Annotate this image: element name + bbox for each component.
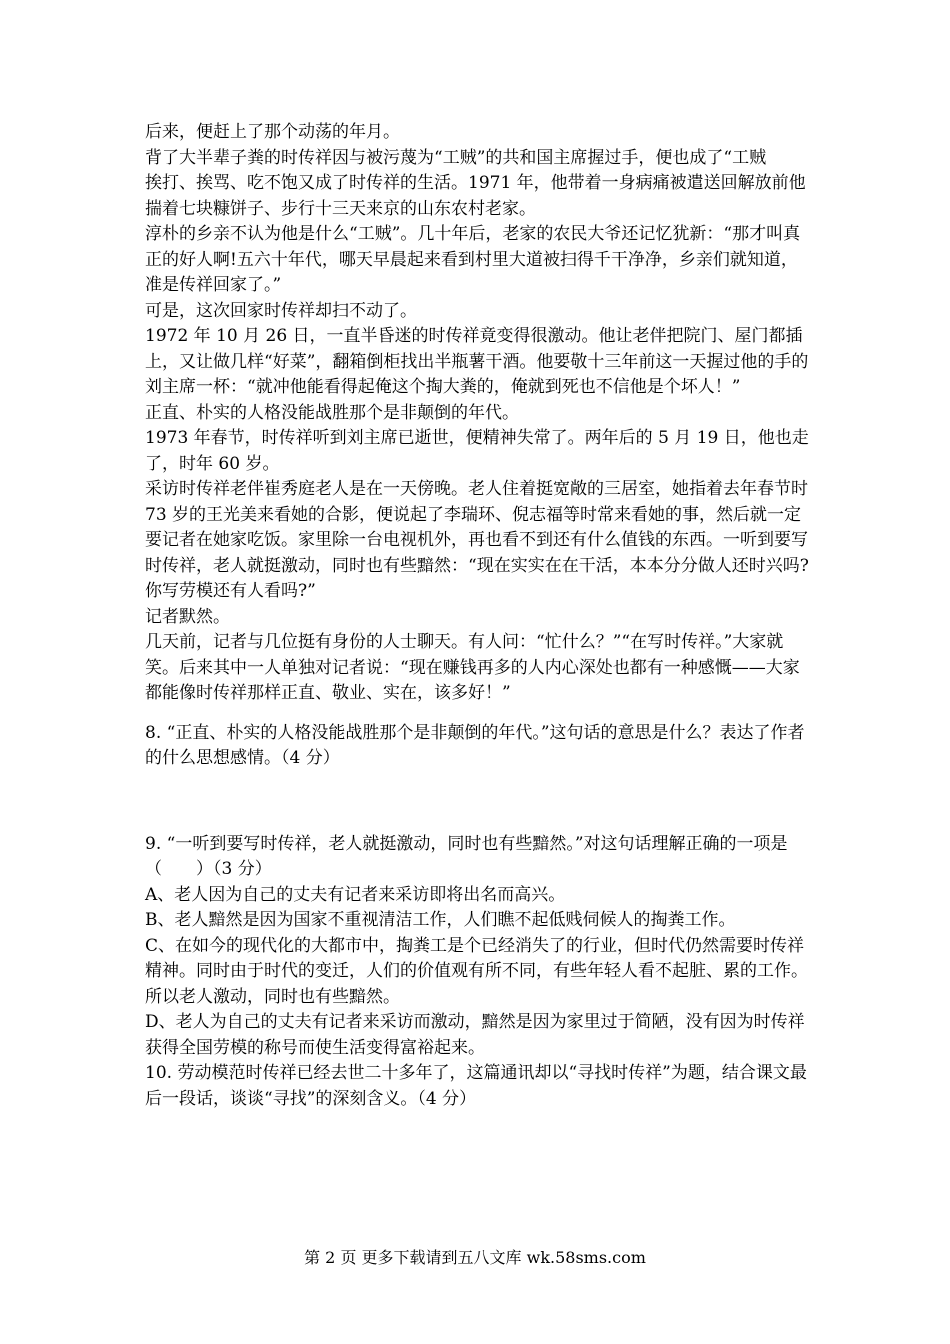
question-9-option-c: C、在如今的现代化的大都市中，掏粪工是个已经消失了的行业，但时代仍然需要时传祥精神。同时由于时代的变迁，人们的价值观有所不同，有些年轻人看不起脏、累的工作。所以老人激动，同时也有些黯然。: [145, 935, 808, 1007]
spacer: [145, 707, 810, 721]
passage-paragraph: 采访时传祥老伴崔秀庭老人是在一天傍晚。老人住着挺宽敞的三居室，她指着去年春节时 73 岁的王光美来看她的合影，便说起了李瑞环、倪志福等时常来看她的事，然后就一定要记者在她家吃饭。家里除一台电视机外，再也看不到还有什么值钱的东西。一听到要写时传祥，老人就挺激动，同时也有些黯然：“现在实实在在干活，本本分分做人还时兴吗?你写劳模还有人看吗?”: [145, 479, 809, 601]
passage-paragraph: 淳朴的乡亲不认为他是什么“工贼”。几十年后，老家的农民大爷还记忆犹新：“那才叫真正的好人啊!五六十年代，哪天早晨起来看到村里大道被扫得千干净净，乡亲们就知道，准是传祥回家了。”: [145, 224, 801, 295]
passage-paragraph: 挨打、挨骂、吃不饱又成了时传祥的生活。1971 年，他带着一身病痛被遣送回解放前他揣着七块糠饼子、步行十三天来京的山东农村老家。: [145, 173, 806, 219]
passage-paragraph: 可是，这次回家时传祥却扫不动了。: [145, 300, 417, 321]
passage-paragraph: 几天前，记者与几位挺有身份的人士聊天。有人问：“忙什么？”“在写时传祥。”大家就笑。后来其中一人单独对记者说：“现在赚钱再多的人内心深处也都有一种感慨——大家都能像时传祥那样正直、敬业、实在，该多好！”: [145, 632, 800, 703]
passage-paragraph: 正直、朴实的人格没能战胜那个是非颠倒的年代。: [145, 402, 519, 423]
question-10: 10. 劳动模范时传祥已经去世二十多年了，这篇通讯却以“寻找时传祥”为题，结合课文最后一段话，谈谈“寻找”的深刻含义。（4 分）: [145, 1063, 807, 1109]
passage-paragraph: 记者默然。: [145, 606, 230, 627]
passage-paragraph: 1973 年春节，时传祥听到刘主席已逝世，便精神失常了。两年后的 5 月 19 日，他也走了，时年 60 岁。: [145, 428, 809, 474]
answer-space: [145, 772, 810, 832]
question-9-option-d: D、老人为自己的丈夫有记者来采访而激动，黯然是因为家里过于简陋，没有因为时传祥获得全国劳模的称号而使生活变得富裕起来。: [145, 1012, 805, 1058]
question-8: 8. “正直、朴实的人格没能战胜那个是非颠倒的年代。”这句话的意思是什么？表达了作者的什么思想感情。（4 分）: [145, 722, 805, 768]
question-9-stem: 9. “一听到要写时传祥，老人就挺激动，同时也有些黯然。”对这句话理解正确的一项是（ ）（3 分）: [145, 833, 788, 879]
passage-paragraph: 1972 年 10 月 26 日，一直半昏迷的时传祥竟变得很激动。他让老伴把院门、屋门都插上，又让做几样“好菜”，翻箱倒柜找出半瓶薯干酒。他要敬十三年前这一天握过他的手的刘主席一杯：“就冲他能看得起俺这个掏大粪的，俺就到死也不信他是个坏人！”: [145, 326, 809, 397]
page-footer: 第 2 页 更多下载请到五八文库 wk.58sms.com: [304, 1248, 646, 1267]
passage-paragraph: 后来，便赶上了那个动荡的年月。: [145, 122, 400, 142]
passage-paragraph: 背了大半辈子粪的时传祥因与被污蔑为“工贼”的共和国主席握过手，便也成了“工贼: [145, 147, 767, 168]
question-9-option-a: A、老人因为自己的丈夫有记者来采访即将出名而高兴。: [145, 884, 566, 905]
question-9-option-b: B、老人黯然是因为国家不重视清洁工作，人们瞧不起低贱伺候人的掏粪工作。: [145, 910, 736, 930]
document-body: [145, 120, 810, 1112]
